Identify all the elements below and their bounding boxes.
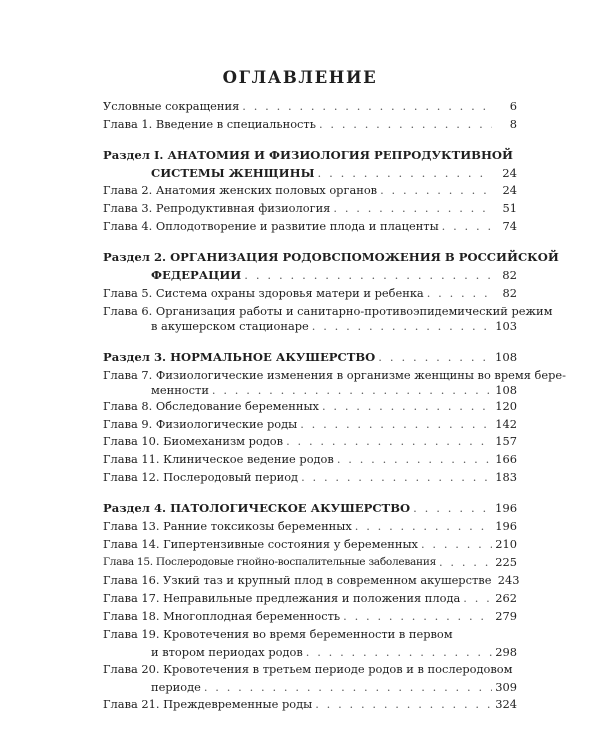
toc-entry[interactable] <box>103 201 517 216</box>
entry-title-line1: Глава 6. Организация работы и санитарно-противоэпидемический режим <box>103 304 553 318</box>
dot-leader <box>380 183 492 198</box>
entry-title: Глава 8. Обследование беременных <box>103 399 319 413</box>
toc-entry[interactable] <box>103 591 517 606</box>
toc-entry[interactable] <box>103 399 517 414</box>
entry-title: Условные сокращения <box>103 99 240 113</box>
dot-leader <box>319 117 492 132</box>
page-number: 108 <box>495 382 517 397</box>
entry-title: Глава 17. Неправильные предлежания и положения плода <box>103 591 461 605</box>
entry-title-line1: Глава 19. Кровотечения во время беременности в первом <box>103 627 453 641</box>
page-number: 309 <box>495 679 517 694</box>
page-number: 157 <box>495 434 517 448</box>
entry-title: Глава 10. Биомеханизм родов <box>103 434 284 448</box>
entry-title: Глава 5. Система охраны здоровья матери и ребенка <box>103 286 424 300</box>
toc-entry[interactable] <box>103 99 517 114</box>
section-title: Раздел 3. НОРМАЛЬНОЕ АКУШЕРСТВО <box>103 350 376 364</box>
toc-entry[interactable] <box>103 697 517 712</box>
dot-leader <box>315 697 492 712</box>
toc-entry[interactable] <box>103 304 553 333</box>
toc-section[interactable] <box>103 501 517 516</box>
entry-title: Глава 9. Физиологические роды <box>103 417 298 431</box>
toc-entry[interactable] <box>103 452 517 467</box>
dot-leader <box>343 609 492 624</box>
page-number: 108 <box>495 350 518 364</box>
page-number: 82 <box>502 267 517 282</box>
dot-leader <box>333 201 492 216</box>
dot-leader <box>378 350 492 365</box>
dot-leader <box>300 417 492 432</box>
page-number: 196 <box>495 519 517 533</box>
page-number: 262 <box>495 591 517 605</box>
toc-title: ОГЛАВЛЕНИЕ <box>222 68 378 87</box>
toc-section[interactable] <box>103 250 559 282</box>
page-number: 6 <box>509 99 517 113</box>
entry-title: Глава 4. Оплодотворение и развитие плода и плаценты <box>103 219 439 233</box>
dot-leader <box>427 286 492 301</box>
entry-title: Глава 21. Преждевременные роды <box>103 697 313 711</box>
toc-entry[interactable] <box>103 662 517 694</box>
toc-section[interactable] <box>103 350 517 365</box>
section-title-line1: Раздел 2. ОРГАНИЗАЦИЯ РОДОВСПОМОЖЕНИЯ В РОССИЙСКОЙ <box>103 250 559 264</box>
dot-leader <box>355 519 492 534</box>
page-number: 279 <box>495 609 517 623</box>
page-number: 210 <box>495 537 517 551</box>
toc-entry[interactable] <box>103 117 517 132</box>
toc-entry[interactable] <box>103 183 517 198</box>
section-title: Раздел 4. ПАТОЛОГИЧЕСКОЕ АКУШЕРСТВО <box>103 501 411 515</box>
dot-leader <box>413 501 492 516</box>
section-title-line2: СИСТЕМЫ ЖЕНЩИНЫ <box>151 165 315 180</box>
entry-title-line1: Глава 20. Кровотечения в третьем периоде родов и в послеродовом <box>103 662 513 676</box>
toc-entry[interactable] <box>103 609 517 624</box>
entry-title-line2: и втором периодах родов <box>151 644 303 659</box>
toc-entry[interactable] <box>103 470 517 485</box>
toc-entry[interactable] <box>103 573 520 588</box>
dot-leader <box>318 166 492 181</box>
page-number: 324 <box>495 697 517 711</box>
dot-leader <box>421 537 492 552</box>
toc-entry[interactable] <box>103 368 567 397</box>
entry-title: Глава 14. Гипертензивные состояния у беременных <box>103 537 418 551</box>
toc-entry[interactable] <box>103 417 517 432</box>
dot-leader <box>242 99 492 114</box>
page-number: 103 <box>495 318 517 333</box>
page-number: 166 <box>495 452 517 466</box>
toc-entry[interactable] <box>103 434 517 449</box>
dot-leader <box>439 555 492 570</box>
entry-title: Глава 12. Послеродовый период <box>103 470 299 484</box>
toc-entry[interactable] <box>103 219 517 234</box>
toc-entry[interactable] <box>103 286 517 301</box>
section-title-line1: Раздел I. АНАТОМИЯ И ФИЗИОЛОГИЯ РЕПРОДУКТИВНОЙ <box>103 148 513 162</box>
page-number: 120 <box>495 399 517 413</box>
entry-title-line1: Глава 7. Физиологические изменения в организме женщины во время бере- <box>103 368 567 382</box>
dot-leader <box>204 680 492 695</box>
toc-entry[interactable] <box>103 555 517 570</box>
page-number: 24 <box>502 165 517 180</box>
entry-title: Глава 3. Репродуктивная физиология <box>103 201 331 215</box>
entry-title-line2: менности <box>151 382 209 397</box>
entry-title: Глава 11. Клиническое ведение родов <box>103 452 334 466</box>
entry-title: Глава 13. Ранние токсикозы беременных <box>103 519 352 533</box>
toc-entry[interactable] <box>103 519 517 534</box>
page-number: 142 <box>495 417 517 431</box>
page-number: 74 <box>502 219 517 233</box>
page-number: 24 <box>502 183 517 197</box>
entry-title: Глава 2. Анатомия женских половых органов <box>103 183 378 197</box>
toc-entry[interactable] <box>103 627 517 659</box>
entry-title: Глава 18. Многоплодная беременность <box>103 609 341 623</box>
section-title-line2: ФЕДЕРАЦИИ <box>151 267 242 282</box>
page-number: 183 <box>495 470 517 484</box>
page-number: 8 <box>509 117 517 131</box>
dot-leader <box>306 645 492 660</box>
dot-leader <box>322 399 492 414</box>
entry-title: Глава 16. Узкий таз и крупный плод в современном акушерстве <box>103 573 492 587</box>
entry-title: Глава 15. Послеродовые гнойно-воспалительные заболевания <box>103 556 436 568</box>
page-number: 298 <box>495 644 517 659</box>
dot-leader <box>442 219 492 234</box>
dot-leader <box>301 470 492 485</box>
toc-section[interactable] <box>103 148 517 180</box>
toc-entry[interactable] <box>103 537 517 552</box>
dot-leader <box>286 434 492 449</box>
dot-leader <box>244 268 492 283</box>
page-number: 243 <box>497 573 520 587</box>
dot-leader <box>212 383 492 398</box>
page-number: 82 <box>502 286 517 300</box>
dot-leader <box>312 319 492 334</box>
dot-leader <box>337 452 492 467</box>
dot-leader <box>463 591 492 606</box>
page-number: 196 <box>495 501 518 515</box>
entry-title-line2: периоде <box>151 679 201 694</box>
entry-title-line2: в акушерском стационаре <box>151 318 309 333</box>
page-number: 225 <box>495 555 517 569</box>
entry-title: Глава 1. Введение в специальность <box>103 117 316 131</box>
page-number: 51 <box>502 201 517 215</box>
